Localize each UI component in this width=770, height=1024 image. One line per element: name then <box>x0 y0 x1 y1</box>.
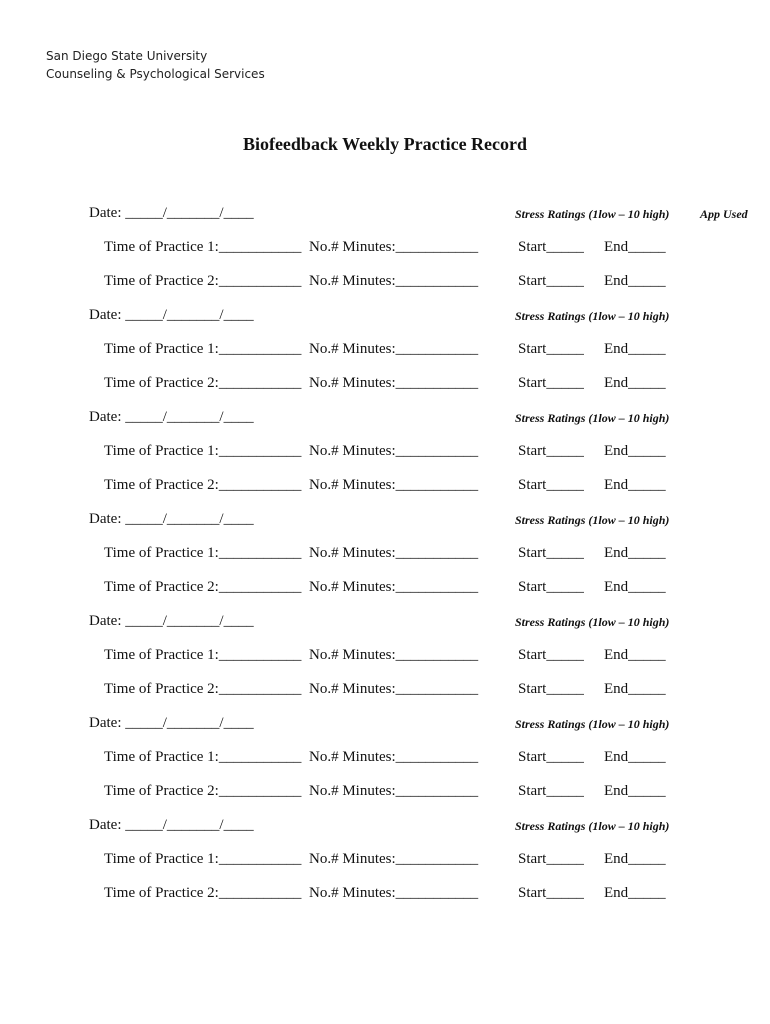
minutes-field[interactable]: No.# Minutes:___________ <box>309 477 479 493</box>
stress-end-field[interactable]: End_____ <box>604 579 666 595</box>
stress-start-field[interactable]: Start_____ <box>518 681 584 697</box>
practice-1-row <box>0 239 770 259</box>
stress-end-field[interactable]: End_____ <box>604 681 666 697</box>
stress-ratings-label: Stress Ratings (1low – 10 high) <box>515 819 670 833</box>
daily-entry <box>0 307 770 409</box>
minutes-field[interactable]: No.# Minutes:___________ <box>309 443 479 459</box>
practice-time-field[interactable]: Time of Practice 2:___________ <box>104 375 302 391</box>
practice-2-row <box>0 273 770 293</box>
stress-start-field[interactable]: Start_____ <box>518 885 584 901</box>
institution-header <box>46 47 265 83</box>
stress-ratings-label: Stress Ratings (1low – 10 high) <box>515 717 670 731</box>
stress-start-field[interactable]: Start_____ <box>518 443 584 459</box>
date-field[interactable]: Date: _____/_______/____ <box>89 409 254 425</box>
stress-end-field[interactable]: End_____ <box>604 545 666 561</box>
practice-time-field[interactable]: Time of Practice 1:___________ <box>104 545 302 561</box>
practice-1-row <box>0 749 770 769</box>
daily-entry <box>0 715 770 817</box>
practice-1-row <box>0 341 770 361</box>
stress-start-field[interactable]: Start_____ <box>518 375 584 391</box>
stress-end-field[interactable]: End_____ <box>604 647 666 663</box>
minutes-field[interactable]: No.# Minutes:___________ <box>309 375 479 391</box>
practice-time-field[interactable]: Time of Practice 2:___________ <box>104 681 302 697</box>
stress-end-field[interactable]: End_____ <box>604 477 666 493</box>
minutes-field[interactable]: No.# Minutes:___________ <box>309 579 479 595</box>
date-field[interactable]: Date: _____/_______/____ <box>89 613 254 629</box>
minutes-field[interactable]: No.# Minutes:___________ <box>309 851 479 867</box>
minutes-field[interactable]: No.# Minutes:___________ <box>309 647 479 663</box>
daily-entry <box>0 409 770 511</box>
stress-end-field[interactable]: End_____ <box>604 443 666 459</box>
date-field[interactable]: Date: _____/_______/____ <box>89 205 254 221</box>
stress-start-field[interactable]: Start_____ <box>518 783 584 799</box>
stress-end-field[interactable]: End_____ <box>604 851 666 867</box>
stress-start-field[interactable]: Start_____ <box>518 647 584 663</box>
daily-entry <box>0 511 770 613</box>
stress-ratings-label: Stress Ratings (1low – 10 high) <box>515 411 670 425</box>
minutes-field[interactable]: No.# Minutes:___________ <box>309 341 479 357</box>
minutes-field[interactable]: No.# Minutes:___________ <box>309 273 479 289</box>
stress-ratings-label: Stress Ratings (1low – 10 high) <box>515 513 670 527</box>
university-name: San Diego State University <box>46 49 208 63</box>
stress-end-field[interactable]: End_____ <box>604 375 666 391</box>
stress-start-field[interactable]: Start_____ <box>518 341 584 357</box>
practice-time-field[interactable]: Time of Practice 2:___________ <box>104 783 302 799</box>
minutes-field[interactable]: No.# Minutes:___________ <box>309 239 479 255</box>
date-field[interactable]: Date: _____/_______/____ <box>89 307 254 323</box>
stress-end-field[interactable]: End_____ <box>604 273 666 289</box>
practice-time-field[interactable]: Time of Practice 2:___________ <box>104 477 302 493</box>
stress-end-field[interactable]: End_____ <box>604 749 666 765</box>
stress-start-field[interactable]: Start_____ <box>518 273 584 289</box>
practice-time-field[interactable]: Time of Practice 1:___________ <box>104 851 302 867</box>
practice-time-field[interactable]: Time of Practice 2:___________ <box>104 885 302 901</box>
stress-end-field[interactable]: End_____ <box>604 341 666 357</box>
date-field[interactable]: Date: _____/_______/____ <box>89 511 254 527</box>
practice-1-row <box>0 851 770 871</box>
practice-2-row <box>0 885 770 905</box>
daily-entry <box>0 205 770 307</box>
minutes-field[interactable]: No.# Minutes:___________ <box>309 749 479 765</box>
practice-1-row <box>0 443 770 463</box>
minutes-field[interactable]: No.# Minutes:___________ <box>309 885 479 901</box>
practice-time-field[interactable]: Time of Practice 1:___________ <box>104 341 302 357</box>
stress-start-field[interactable]: Start_____ <box>518 851 584 867</box>
practice-2-row <box>0 783 770 803</box>
stress-end-field[interactable]: End_____ <box>604 239 666 255</box>
daily-entry <box>0 817 770 919</box>
date-field[interactable]: Date: _____/_______/____ <box>89 715 254 731</box>
practice-time-field[interactable]: Time of Practice 2:___________ <box>104 579 302 595</box>
practice-time-field[interactable]: Time of Practice 1:___________ <box>104 443 302 459</box>
practice-time-field[interactable]: Time of Practice 1:___________ <box>104 647 302 663</box>
department-name: Counseling & Psychological Services <box>46 67 265 81</box>
practice-time-field[interactable]: Time of Practice 1:___________ <box>104 749 302 765</box>
minutes-field[interactable]: No.# Minutes:___________ <box>309 681 479 697</box>
stress-start-field[interactable]: Start_____ <box>518 579 584 595</box>
stress-ratings-label: Stress Ratings (1low – 10 high) <box>515 207 670 221</box>
practice-2-row <box>0 579 770 599</box>
practice-time-field[interactable]: Time of Practice 1:___________ <box>104 239 302 255</box>
stress-start-field[interactable]: Start_____ <box>518 749 584 765</box>
practice-time-field[interactable]: Time of Practice 2:___________ <box>104 273 302 289</box>
stress-end-field[interactable]: End_____ <box>604 885 666 901</box>
app-used-label: App Used <box>700 207 748 221</box>
stress-end-field[interactable]: End_____ <box>604 783 666 799</box>
daily-entry <box>0 613 770 715</box>
stress-start-field[interactable]: Start_____ <box>518 239 584 255</box>
stress-start-field[interactable]: Start_____ <box>518 477 584 493</box>
practice-1-row <box>0 647 770 667</box>
page-title: Biofeedback Weekly Practice Record <box>242 134 528 154</box>
minutes-field[interactable]: No.# Minutes:___________ <box>309 783 479 799</box>
practice-2-row <box>0 681 770 701</box>
date-field[interactable]: Date: _____/_______/____ <box>89 817 254 833</box>
stress-ratings-label: Stress Ratings (1low – 10 high) <box>515 615 670 629</box>
practice-1-row <box>0 545 770 565</box>
stress-ratings-label: Stress Ratings (1low – 10 high) <box>515 309 670 323</box>
practice-2-row <box>0 477 770 497</box>
minutes-field[interactable]: No.# Minutes:___________ <box>309 545 479 561</box>
stress-start-field[interactable]: Start_____ <box>518 545 584 561</box>
practice-2-row <box>0 375 770 395</box>
